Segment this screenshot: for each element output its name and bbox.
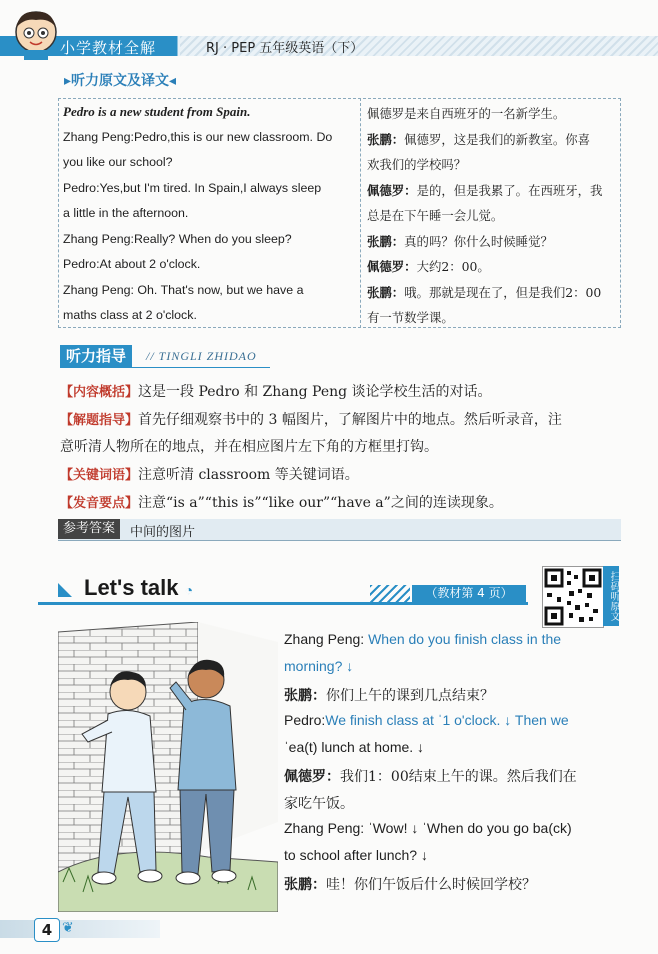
guidance-item: 【关键词语】注意听清 classroom 等关键词语。 — [60, 467, 359, 483]
arrow-right-icon: ▸ — [64, 73, 72, 89]
transcript-en-line: Zhang Peng:Pedro,this is our new classroom. Do — [63, 130, 333, 144]
transcript-en-line: Zhang Peng:Really? When do you sleep? — [63, 232, 292, 246]
qr-code-icon[interactable] — [542, 566, 604, 628]
guidance-item: 【内容概括】这是一段 Pedro 和 Zhang Peng 谈论学校生活的对话。 — [60, 384, 492, 400]
series-title: 小学教材全解 — [60, 39, 157, 57]
qr-caption: 扫码听原文 — [603, 566, 619, 626]
transcript-en-line: Pedro is a new student from Spain. — [63, 104, 251, 119]
guidance-title: 听力指导 — [60, 345, 132, 367]
two-boys-illustration — [58, 622, 278, 912]
dialogue-line: Zhang Peng: When do you finish class in the — [284, 631, 562, 647]
dialogue-line: 家吃午饭。 — [284, 796, 354, 812]
transcript-zh-line: 张鹏：真的吗？你什么时候睡觉？ — [367, 234, 553, 249]
lets-talk-title: Let's talk ◔ — [84, 575, 194, 600]
transcript-en-line: Pedro:Yes,but I'm tired. In Spain,I always sleep — [63, 181, 322, 195]
dialogue-line: Zhang Peng: ˈWow! ↓ ˈWhen do you go ba(ck) — [284, 820, 572, 836]
dialogue-line: to school after lunch? ↓ — [284, 847, 428, 863]
dialogue-line: 佩德罗：我们1：00结束上午的课。然后我们在 — [284, 769, 577, 785]
dialogue-line: morning? ↓ — [284, 658, 354, 674]
transcript-divider — [360, 98, 361, 328]
transcript-zh-line: 佩德罗是来自西班牙的一名新学生。 — [367, 106, 566, 121]
transcript-en-line: Pedro:At about 2 o'clock. — [63, 257, 201, 271]
transcript-en-line: Zhang Peng: Oh. That's now, but we have a — [63, 283, 304, 297]
transcript-zh-line: 总是在下午睡一会儿觉。 — [367, 208, 504, 223]
guidance-item: 【解题指导】首先仔细观察书中的 3 幅图片，了解图片中的地点。然后听录音，注 — [60, 412, 562, 428]
section-title-listening: ▸听力原文及译文◂ — [64, 73, 177, 89]
lets-talk-rule — [38, 602, 528, 605]
guidance-subtitle: // TINGLI ZHIDAO — [146, 349, 257, 363]
dialogue-line: ˈea(t) lunch at home. ↓ — [284, 739, 425, 755]
dialogue-line: 张鹏：哇！你们午饭后什么时候回学校？ — [284, 877, 536, 893]
guidance-underline — [60, 367, 270, 368]
guidance-item: 意听清人物所在的地点，并在相应图片左下角的方框里打钩。 — [60, 439, 438, 455]
answer-text: 中间的图片 — [130, 525, 196, 540]
transcript-zh-line: 佩德罗：是的，但是我累了。在西班牙，我 — [367, 183, 603, 198]
dialogue-line: 张鹏：你们上午的课到几点结束？ — [284, 688, 494, 704]
dialogue-line: Pedro:We finish class at ˈ1 o'clock. ↓ Then we — [284, 712, 569, 728]
ear-icon: ◔ — [184, 582, 194, 598]
edition-label: RJ · PEP 五年级英语（下） — [206, 41, 364, 56]
transcript-zh-line: 张鹏：佩德罗，这是我们的新教室。你喜 — [367, 132, 591, 147]
mascot-logo-icon — [6, 8, 66, 60]
answer-label: 参考答案 — [58, 519, 120, 539]
textbook-page-ref: （教材第 4 页） — [412, 585, 526, 602]
arrow-left-icon: ◂ — [169, 73, 177, 89]
corner-triangle-icon — [58, 583, 72, 597]
transcript-zh-line: 佩德罗：大约2：00。 — [367, 259, 490, 274]
page-number: 4 — [34, 918, 60, 942]
transcript-zh-line: 有一节数学课。 — [367, 310, 454, 325]
transcript-en-line: a little in the afternoon. — [63, 206, 189, 220]
transcript-zh-line: 欢我们的学校吗？ — [367, 157, 467, 172]
page-ref-hatch — [370, 585, 410, 602]
transcript-en-line: you like our school? — [63, 155, 173, 169]
answer-rule — [58, 540, 621, 541]
transcript-en-line: maths class at 2 o'clock. — [63, 308, 197, 322]
leaf-icon: ❦ — [62, 920, 74, 936]
footer-band — [0, 920, 160, 938]
transcript-zh-line: 张鹏：哦。那就是现在了，但是我们2：00 — [367, 285, 602, 300]
guidance-item: 【发音要点】注意“is a”“this is”“like our”“have a”之间的连读现象。 — [60, 495, 503, 511]
